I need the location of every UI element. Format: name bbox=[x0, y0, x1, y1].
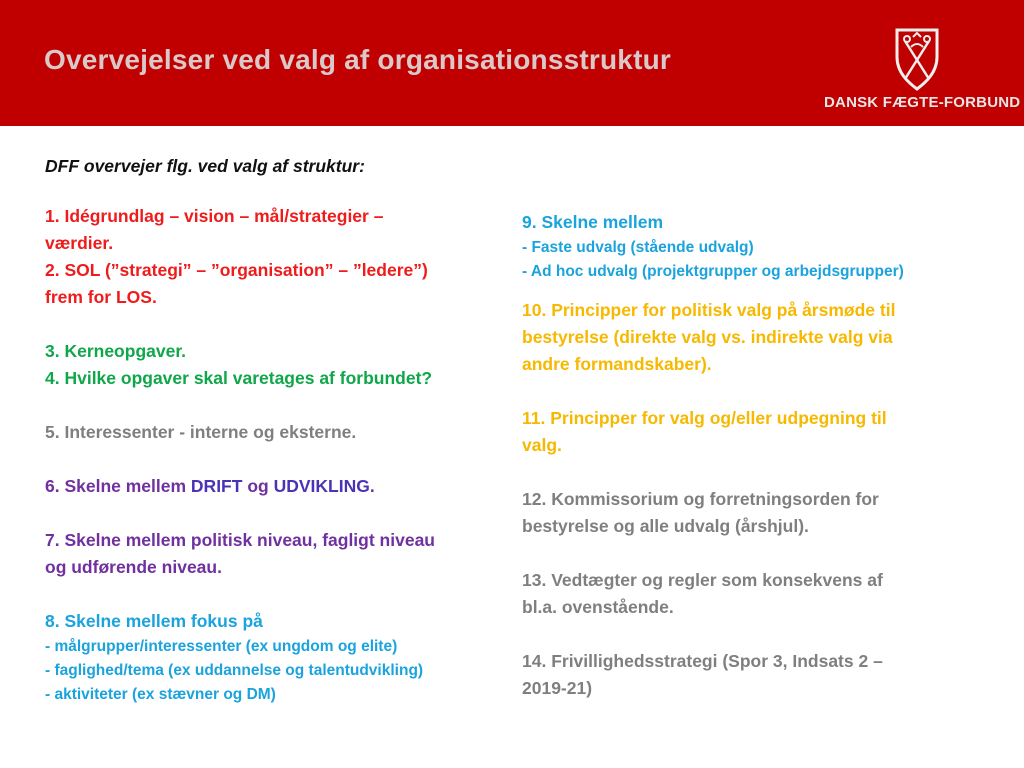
item-8-sub-1: - målgrupper/interessenter (ex ungdom og elite) bbox=[45, 638, 398, 655]
item-8-sub-2: - faglighed/tema (ex uddannelse og talentudvikling) bbox=[45, 662, 424, 679]
item-7-line-1: 7. Skelne mellem politisk niveau, fagligt niveau bbox=[45, 530, 435, 550]
left-column bbox=[45, 155, 495, 707]
fencing-shield-logo-icon bbox=[893, 27, 941, 91]
item-6-suffix: . bbox=[369, 476, 375, 496]
item-9-sub-2: - Ad hoc udvalg (projektgrupper og arbejdsgrupper) bbox=[522, 263, 904, 280]
item-3: 3. Kerneopgaver. bbox=[45, 341, 187, 361]
item-11-line-2: valg. bbox=[522, 435, 562, 455]
item-9-sub-1: - Faste udvalg (stående udvalg) bbox=[522, 239, 754, 256]
item-13-line-2: bl.a. ovenstående. bbox=[522, 597, 674, 617]
item-6-og: og bbox=[242, 476, 274, 496]
right-column bbox=[522, 209, 972, 702]
item-1-line-1: 1. Idégrundlag – vision – mål/strategier – bbox=[45, 206, 384, 226]
logo-text: DANSK FÆGTE-FORBUND bbox=[824, 94, 1021, 111]
item-13-line-1: 13. Vedtægter og regler som konsekvens af bbox=[522, 570, 883, 590]
header-bar bbox=[0, 0, 1024, 126]
item-12-line-2: bestyrelse og alle udvalg (årshjul). bbox=[522, 516, 809, 536]
item-10-line-3: andre formandskaber). bbox=[522, 354, 712, 374]
item-2-line-1: 2. SOL (”strategi” – ”organisation” – ”ledere”) bbox=[45, 260, 428, 280]
item-6-prefix: 6. Skelne mellem bbox=[45, 476, 191, 496]
item-10-line-1: 10. Principper for politisk valg på årsmøde til bbox=[522, 300, 896, 320]
item-8-sub-3: - aktiviteter (ex stævner og DM) bbox=[45, 686, 276, 703]
item-6 bbox=[45, 473, 495, 500]
item-5: 5. Interessenter - interne og eksterne. bbox=[45, 422, 357, 442]
intro-text: DFF overvejer flg. ved valg af struktur: bbox=[45, 156, 365, 176]
page-title: Overvejelser ved valg af organisationsstruktur bbox=[44, 44, 672, 75]
item-6-drift: DRIFT bbox=[190, 476, 243, 496]
item-2-line-2: frem for LOS. bbox=[45, 287, 157, 307]
item-8: 8. Skelne mellem fokus på bbox=[45, 611, 263, 631]
item-4: 4. Hvilke opgaver skal varetages af forbundet? bbox=[45, 368, 433, 388]
item-7-line-2: og udførende niveau. bbox=[45, 557, 222, 577]
item-10-line-2: bestyrelse (direkte valg vs. indirekte valg via bbox=[522, 327, 893, 347]
item-12-line-1: 12. Kommissorium og forretningsorden for bbox=[522, 489, 879, 509]
item-1-line-2: værdier. bbox=[45, 233, 114, 253]
item-11-line-1: 11. Principper for valg og/eller udpegning til bbox=[522, 408, 887, 428]
item-6-udvikling: UDVIKLING bbox=[273, 476, 370, 496]
item-14-line-2: 2019-21) bbox=[522, 678, 593, 698]
item-14-line-1: 14. Frivillighedsstrategi (Spor 3, Indsats 2 – bbox=[522, 651, 883, 671]
item-9: 9. Skelne mellem bbox=[522, 212, 664, 232]
